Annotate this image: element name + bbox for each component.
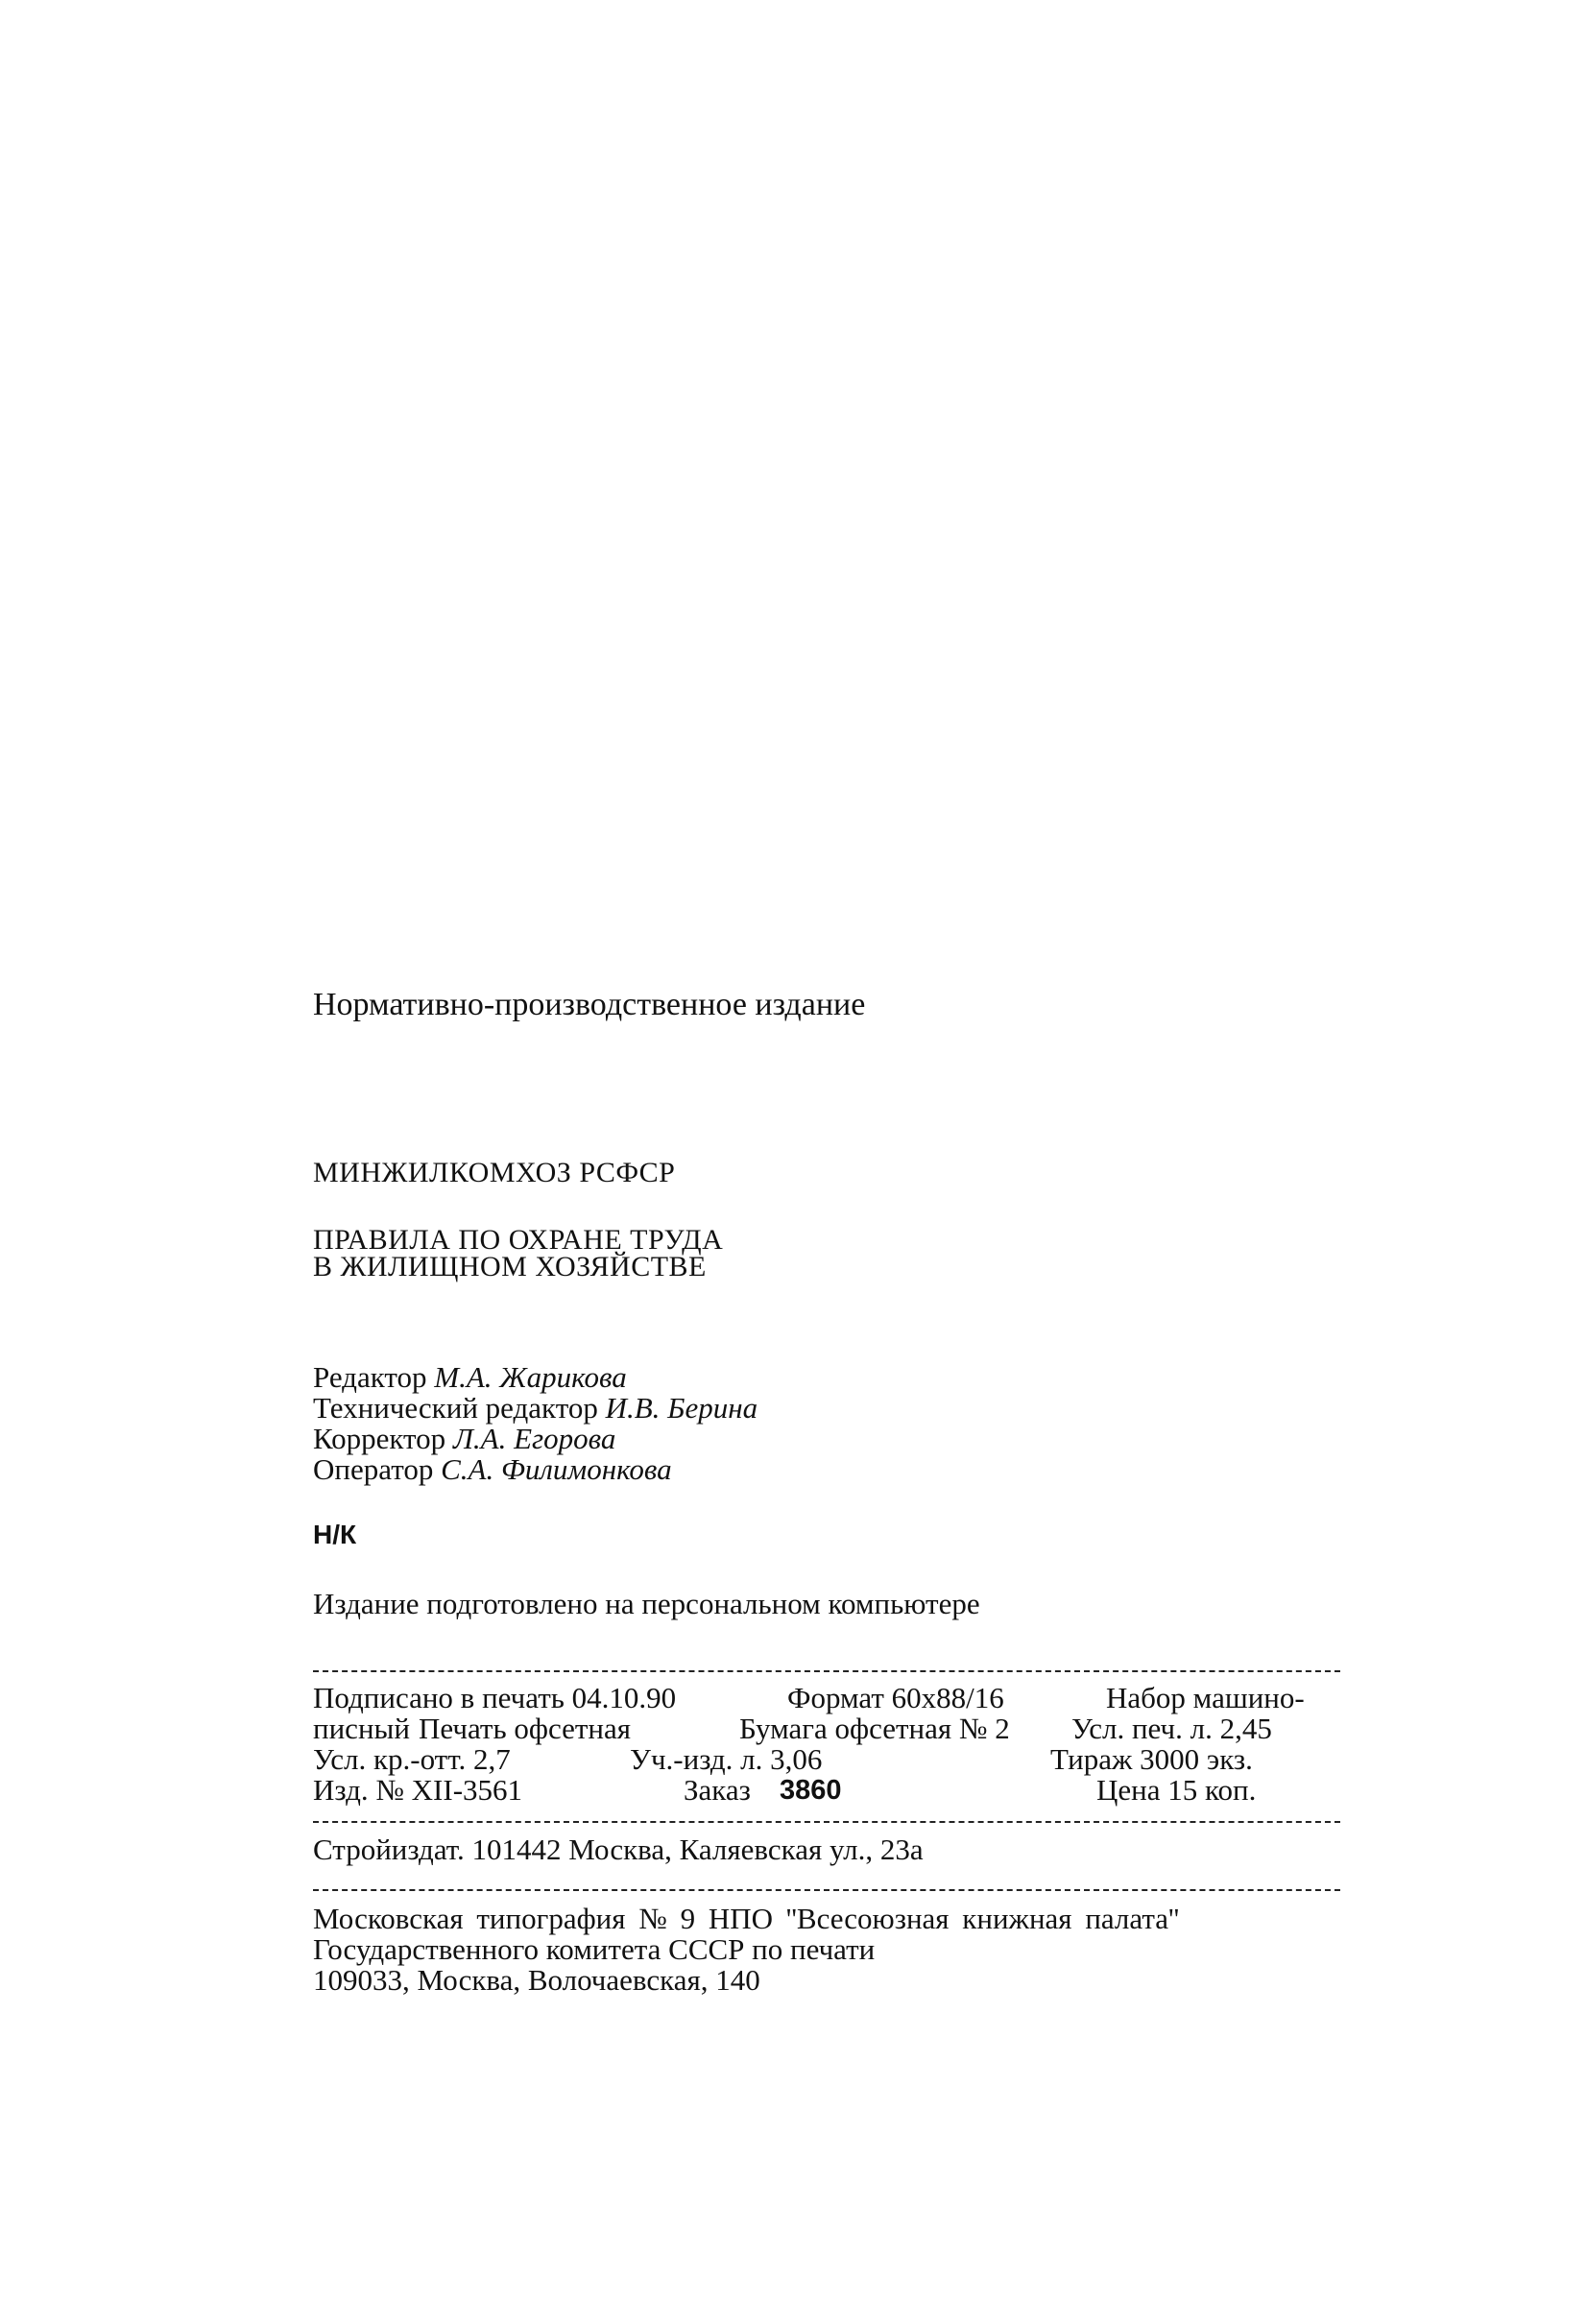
order-number: 3860 xyxy=(780,1775,842,1806)
typesetting: Набор машино- xyxy=(1106,1681,1305,1714)
credit-name: С.А. Филимонкова xyxy=(441,1452,672,1486)
title-line-1: ПРАВИЛА ПО ОХРАНЕ ТРУДА xyxy=(313,1224,724,1256)
signed-date: Подписано в печать 04.10.90 xyxy=(313,1681,677,1714)
paper-type: Бумага офсетная № 2 xyxy=(739,1712,1010,1745)
print-run: Тираж 3000 экз. xyxy=(1050,1742,1253,1776)
credit-role: Корректор xyxy=(313,1422,453,1455)
mark-nk: Н/К xyxy=(313,1520,357,1549)
credit-role: Технический редактор xyxy=(313,1391,606,1425)
color-impressions: Усл. кр.-отт. 2,7 xyxy=(313,1742,511,1776)
credit-name: И.В. Берина xyxy=(605,1391,758,1425)
publisher-address: Стройиздат. 101442 Москва, Каляевская ул., 23а xyxy=(313,1833,924,1866)
edition-number: Изд. № XII-3561 xyxy=(313,1773,523,1807)
credit-operator xyxy=(313,1453,672,1486)
price: Цена 15 коп. xyxy=(1096,1773,1257,1807)
credit-name: Л.А. Егорова xyxy=(452,1422,616,1455)
print-method: Печать офсетная xyxy=(419,1712,631,1745)
typesetting-cont: писный xyxy=(313,1712,410,1745)
format: Формат 60х88/16 xyxy=(787,1681,1004,1714)
organization-name: МИНЖИЛКОМХОЗ РСФСР xyxy=(313,1157,676,1188)
prepared-note: Издание подготовлено на персональном компьютере xyxy=(313,1587,980,1620)
credit-role: Оператор xyxy=(313,1452,442,1486)
printer-line-1: Московская типография № 9 НПО ''Всесоюзная книжная палата'' xyxy=(313,1902,1180,1935)
credit-proofreader xyxy=(313,1423,615,1455)
title-line-2: В ЖИЛИЩНОМ ХОЗЯЙСТВЕ xyxy=(313,1251,707,1282)
order-label: Заказ xyxy=(684,1773,751,1807)
credit-name: М.А. Жарикова xyxy=(434,1360,627,1394)
credit-editor xyxy=(313,1361,627,1394)
printer-line-2: Государственного комитета СССР по печати xyxy=(313,1932,876,1966)
publisher-sheets: Уч.-изд. л. 3,06 xyxy=(630,1742,823,1776)
printer-line-3: 109033, Москва, Волочаевская, 140 xyxy=(313,1963,760,1997)
edition-type: Нормативно-производственное издание xyxy=(313,987,866,1022)
credit-role: Редактор xyxy=(313,1360,435,1394)
dashed-divider xyxy=(313,1670,1340,1672)
dashed-divider xyxy=(313,1821,1340,1823)
credit-technical-editor xyxy=(313,1392,757,1425)
printed-sheets: Усл. печ. л. 2,45 xyxy=(1071,1712,1272,1745)
dashed-divider xyxy=(313,1889,1340,1891)
